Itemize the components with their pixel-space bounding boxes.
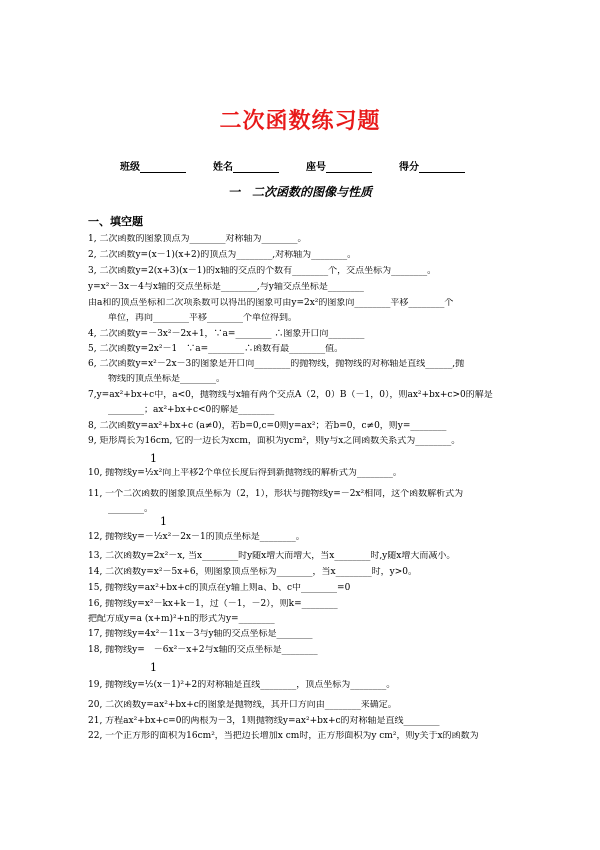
- worksheet-title: 二次函数练习题: [219, 108, 381, 134]
- class-field: [120, 158, 213, 173]
- question-line: 11, 一个二次函数的图象顶点坐标为（2，1），形状与抛物线y=－2x²相同，这个函数解析式为: [88, 489, 464, 499]
- fill-in-heading: 一、填空题: [88, 215, 143, 228]
- question-line: 1, 二次函数的图象顶点为________对称轴为________。: [88, 234, 307, 244]
- question-line: 21, 方程ax²+bx+c=0的两根为－3，1则抛物线y=ax²+bx+c的对称轴是直线________: [88, 716, 440, 726]
- question-line: 13, 二次函数y=2x²－x, 当x________时y随x增大而增大，当x________时,y随x增大而减小。: [88, 551, 456, 561]
- student-info-row: [120, 158, 520, 173]
- seat-blank: [326, 161, 372, 173]
- fraction-numerator: 1: [160, 515, 167, 528]
- name-field: [213, 158, 306, 173]
- seat-label: 座号: [306, 162, 326, 173]
- question-line: 15, 抛物线y=ax²+bx+c的顶点在y轴上则a、b、c中________=0: [88, 583, 351, 593]
- question-line: 由a和的顶点坐标和二次项系数可以得出的图象可由y=2x²的图象向________平移________个: [88, 298, 454, 308]
- fraction-numerator: 1: [150, 452, 157, 465]
- fraction-numerator: 1: [150, 661, 157, 674]
- question-line: 4, 二次函数y=－3x²－2x+1，∵a=________ ∴图象开口向________: [88, 329, 365, 339]
- question-line: 19, 抛物线y=½(x－1)²+2的对称轴是直线________，顶点坐标为________。: [88, 680, 396, 690]
- question-line: 物线的顶点坐标是________。: [108, 374, 226, 384]
- question-line: 16, 抛物线y=x²－kx+k－1，过（－1，－2），则k=________: [88, 599, 338, 609]
- question-line: 单位，再向________平移________个单位得到。: [108, 313, 298, 323]
- question-line: 把配方成y=a (x+m)²+n的形式为y=________: [88, 614, 275, 624]
- class-blank: [140, 161, 186, 173]
- section-title: 一 二次函数的图像与性质: [227, 185, 372, 199]
- question-line: 3, 二次函数y=2(x+3)(x－1)的x轴的交点的个数有________个，交点坐标为________。: [88, 266, 437, 276]
- question-line: 17, 抛物线y=4x²－11x－3与y轴的交点坐标是________: [88, 629, 313, 639]
- seat-field: [306, 158, 399, 173]
- question-line: 18, 抛物线y= －6x²－x+2与x轴的交点坐标是________: [88, 645, 318, 655]
- score-blank: [419, 161, 465, 173]
- question-line: 6, 二次函数y=x²－2x－3的图象是开口向________的抛物线，抛物线的对称轴是直线______,抛: [88, 359, 465, 369]
- class-label: 班级: [120, 162, 140, 173]
- score-field: [399, 158, 492, 173]
- question-line: ________；ax²+bx+c<0的解是________: [108, 405, 275, 415]
- question-line: 5, 二次函数y=2x²－1 ∵a=________∴函数有最________值。: [88, 344, 344, 354]
- question-line: 22, 一个正方形的面积为16cm²，当把边长增加x cm时，正方形面积为y cm²，则y关于x的函数为: [88, 731, 479, 741]
- question-line: 2, 二次函数y=(x－1)(x+2)的顶点为________,对称轴为________。: [88, 250, 357, 260]
- question-line: 10, 抛物线y=½x²向上平移2个单位长度后得到新抛物线的解析式为________。: [88, 468, 402, 478]
- score-label: 得分: [399, 162, 419, 173]
- question-line: 14, 二次函数y=x²－5x+6，则图象顶点坐标为________，当x________时，y>0。: [88, 567, 417, 577]
- name-blank: [233, 161, 279, 173]
- question-line: 12, 抛物线y=－½x²－2x－1的顶点坐标是________。: [88, 532, 305, 542]
- question-line: 8, 二次函数y=ax²+bx+c (a≠0)，若b=0,c=0则y=ax²；若b=0，c≠0，则y=________: [88, 421, 447, 431]
- question-line: 20, 二次函数y=ax²+bx+c的图象是抛物线，其开口方向由________来确定。: [88, 700, 397, 710]
- question-line: y=x²－3x－4与x轴的交点坐标是________,与y轴交点坐标是________: [88, 282, 364, 292]
- question-line: 7,y=ax²+bx+c中，a<0，抛物线与x轴有两个交点A（2，0）B（－1，0），则ax²+bx+c>0的解是: [88, 390, 493, 400]
- question-line: 9, 矩形周长为16cm, 它的一边长为xcm，面积为ycm²，则y与x之间函数关系式为________。: [88, 436, 461, 446]
- name-label: 姓名: [213, 162, 233, 173]
- question-line: ________。: [108, 504, 154, 514]
